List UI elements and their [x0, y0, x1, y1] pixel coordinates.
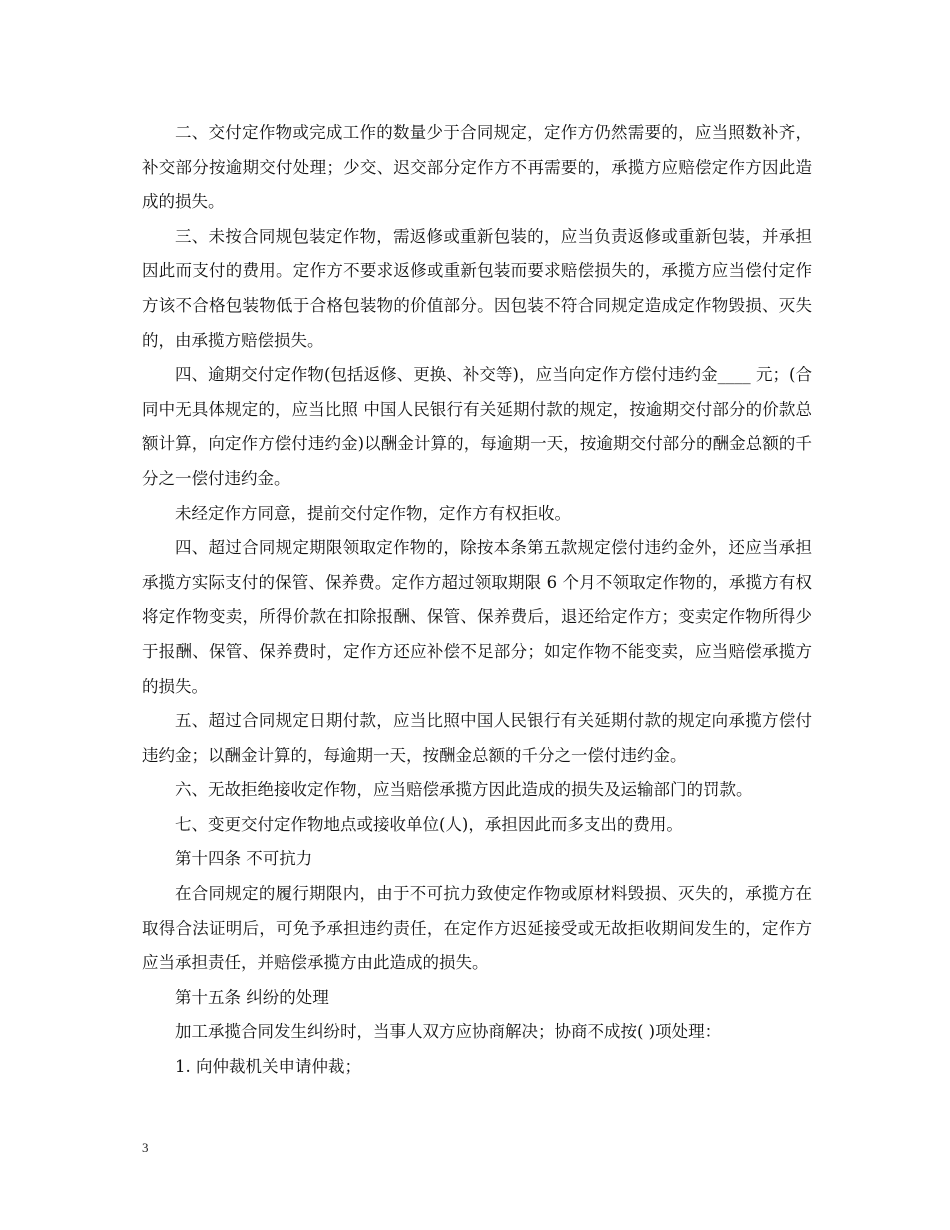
paragraph-clause-2: 二、交付定作物或完成工作的数量少于合同规定，定作方仍然需要的，应当照数补齐，补交部分按逾期交付处理；少交、迟交部分定作方不再需要的，承揽方应赔偿定作方因此造成的损失。 — [142, 123, 812, 212]
paragraph-force-majeure: 在合同规定的履行期限内，由于不可抗力致使定作物或原材料毁损、灭失的，承揽方在取得合法证明后，可免予承担违约责任，在定作方迟延接受或无故拒收期间发生的，定作方应当承担责任，并赔偿承揽方由此造成的损失。 — [142, 884, 812, 973]
paragraph-clause-4-late-delivery: 四、逾期交付定作物(包括返修、更换、补交等)，应当向定作方偿付违约金____ 元；(合同中无具体规定的，应当比照 中国人民银行有关延期付款的规定，按逾期交付部分的价款总额计算，向定作方偿付违约金)以酬金计算的，每逾期一天，按逾期交付部分的酬金总额的千分之一偿付违约金。 — [142, 365, 812, 488]
list-item-arbitration: 1. 向仲裁机关申请仲裁； — [175, 1057, 361, 1077]
paragraph-early-delivery: 未经定作方同意，提前交付定作物，定作方有权拒收。 — [175, 503, 571, 523]
paragraph-clause-5: 五、超过合同规定日期付款，应当比照中国人民银行有关延期付款的规定向承揽方偿付违约金；以酬金计算的，每逾期一天，按酬金总额的千分之一偿付违约金。 — [142, 711, 812, 765]
document-body — [142, 116, 812, 1085]
heading-article-15: 第十五条 纠纷的处理 — [175, 987, 329, 1007]
heading-article-14: 第十四条 不可抗力 — [175, 849, 313, 869]
paragraph-clause-7: 七、变更交付定作物地点或接收单位(人)，承担因此而多支出的费用。 — [175, 814, 683, 834]
page-number: 3 — [142, 1140, 149, 1155]
paragraph-clause-6: 六、无故拒绝接收定作物，应当赔偿承揽方因此造成的损失及运输部门的罚款。 — [175, 780, 753, 800]
paragraph-dispute-handling: 加工承揽合同发生纠纷时，当事人双方应协商解决；协商不成按( )项处理： — [175, 1022, 722, 1042]
paragraph-clause-3: 三、未按合同规包装定作物，需返修或重新包装的，应当负责返修或重新包装，并承担因此而支付的费用。定作方不要求返修或重新包装而要求赔偿损失的，承揽方应当偿付定作方该不合格包装物低于合格包装物的价值部分。因包装不符合同规定造成定作物毁损、灭失的，由承揽方赔偿损失。 — [142, 226, 812, 350]
paragraph-clause-4-late-pickup: 四、超过合同规定期限领取定作物的，除按本条第五款规定偿付违约金外，还应当承担承揽方实际支付的保管、保养费。定作方超过领取期限 6 个月不领取定作物的，承揽方有权将定作物变卖，所得价款在扣除报酬、保管、保养费后，退还给定作方；变卖定作物所得少于报酬、保管、保养费时，定作方还应补偿不足部分；如定作物不能变卖，应当赔偿承揽方的损失。 — [142, 538, 812, 696]
